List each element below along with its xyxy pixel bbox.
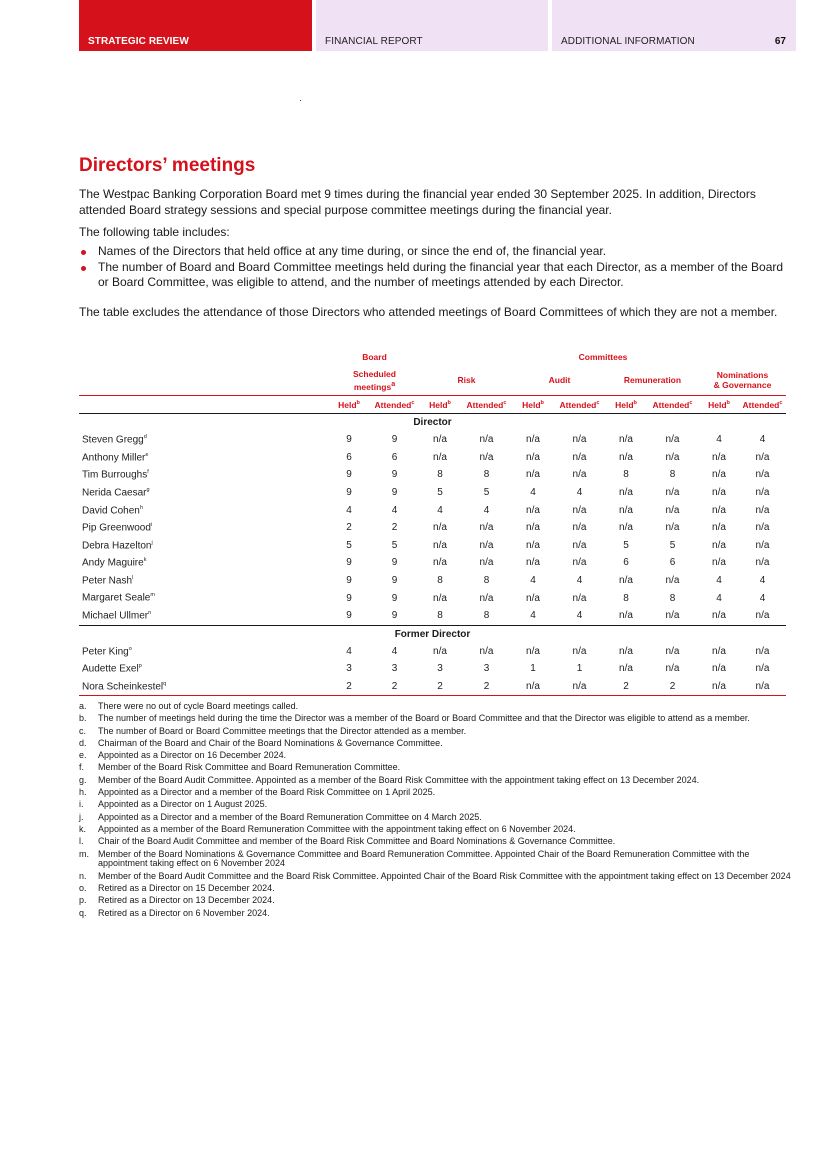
table-cell: 2 bbox=[606, 678, 646, 696]
footnote-ref: k bbox=[143, 557, 147, 564]
col-attended: Attended$^c$ bbox=[460, 396, 513, 414]
director-name: Anthony Miller$^e$ bbox=[82, 451, 149, 464]
table-cell: n/a bbox=[479, 451, 494, 463]
table-cell: n/a bbox=[526, 434, 540, 446]
footnote-text: Chair of the Board Audit Committee and member of the Board Risk Committee and Board Nominations & Governance Committee. bbox=[98, 836, 616, 847]
table-cell: 9 bbox=[346, 592, 352, 604]
table-cell: n/a bbox=[433, 592, 447, 604]
table-cell: 8 bbox=[623, 592, 629, 604]
table-cell: n/a bbox=[755, 522, 770, 534]
table-row bbox=[79, 431, 786, 449]
table-cell: n/a bbox=[433, 434, 447, 446]
table-cell: n/a bbox=[526, 451, 540, 463]
footnote-letter: q. bbox=[79, 907, 87, 918]
stray-dot bbox=[300, 100, 301, 101]
footnote-ref: f bbox=[147, 469, 149, 476]
table-cell: 4 bbox=[437, 504, 443, 516]
footnote-letter: i. bbox=[79, 799, 84, 810]
table-cell: 4 bbox=[759, 434, 766, 446]
table-cell: n/a bbox=[755, 469, 770, 481]
footnote-text: There were no out of cycle Board meetings called. bbox=[98, 701, 299, 711]
footnote-item bbox=[79, 788, 791, 798]
footnote-ref: p bbox=[138, 663, 142, 670]
footnote-letter: p. bbox=[79, 895, 87, 906]
table-cell: n/a bbox=[665, 434, 680, 446]
footnote-text: Chairman of the Board and Chair of the Board Nominations & Governance Committee. bbox=[98, 737, 443, 748]
table-cell: 9 bbox=[391, 469, 398, 481]
table-cell: n/a bbox=[619, 663, 633, 675]
section-label: Former Director bbox=[79, 625, 786, 643]
table-cell: 1 bbox=[576, 663, 583, 675]
table-cell: 9 bbox=[346, 610, 352, 622]
director-name: Michael Ullmer$^n$ bbox=[82, 610, 152, 622]
table-cell: n/a bbox=[513, 678, 553, 696]
table-cell: n/a bbox=[665, 504, 680, 516]
table-cell: 3 bbox=[437, 663, 443, 675]
director-name: Margaret Seale$^m$ bbox=[82, 592, 155, 604]
footnote-item bbox=[79, 896, 791, 906]
footnote-item bbox=[79, 813, 791, 823]
table-cell: 8 bbox=[669, 592, 676, 604]
table-cell: n/a bbox=[619, 522, 633, 534]
table-cell: 5 bbox=[483, 487, 490, 499]
footnote-letter: h. bbox=[79, 787, 87, 798]
table-cell: 4 bbox=[391, 504, 398, 516]
director-name: Pip Greenwood$^i$ bbox=[82, 522, 153, 534]
table-cell: n/a bbox=[572, 557, 587, 569]
col-attended: Attended$^c$ bbox=[369, 396, 420, 414]
page-number: 67 bbox=[774, 36, 786, 47]
tab-strategic-review-label: STRATEGIC REVIEW bbox=[88, 36, 189, 47]
top-navigation bbox=[0, 0, 825, 51]
list-item: Names of the Directors that held office at any time during, or since the end of, the financial year. bbox=[79, 244, 789, 260]
tab-strategic-review[interactable] bbox=[79, 0, 312, 51]
table-cell: n/a bbox=[572, 434, 587, 446]
table-cell: 8 bbox=[437, 575, 443, 587]
table-cell: 2 bbox=[460, 678, 513, 696]
table-cell: n/a bbox=[526, 522, 540, 534]
table-cell: n/a bbox=[712, 663, 726, 675]
table-cell: n/a bbox=[665, 663, 680, 675]
table-cell: 6 bbox=[391, 451, 398, 463]
table-cell: n/a bbox=[526, 504, 540, 516]
table-cell: n/a bbox=[665, 487, 680, 499]
table-cell: 4 bbox=[716, 575, 722, 587]
table-cell: n/a bbox=[712, 557, 726, 569]
footnote-item bbox=[79, 776, 791, 786]
table-cell: n/a bbox=[479, 557, 494, 569]
footnote-letter: c. bbox=[79, 725, 87, 736]
footnote-item bbox=[79, 739, 791, 749]
table-cell: n/a bbox=[619, 487, 633, 499]
table-cell: n/a bbox=[433, 451, 447, 463]
table-cell: 4 bbox=[759, 575, 766, 587]
table-cell: n/a bbox=[433, 645, 447, 657]
footnote-text: Appointed as a Director and a member of the Board Risk Committee on 1 April 2025. bbox=[98, 787, 436, 798]
footnote-item bbox=[79, 850, 791, 870]
footnote-letter: k. bbox=[79, 823, 87, 834]
table-row bbox=[79, 519, 786, 537]
table-cell: n/a bbox=[526, 557, 540, 569]
footnote-letter: b. bbox=[79, 713, 87, 724]
table-cell: n/a bbox=[619, 504, 633, 516]
table-cell: 8 bbox=[483, 610, 490, 622]
table-cell: 9 bbox=[346, 557, 352, 569]
table-cell: 4 bbox=[576, 487, 583, 499]
table-cell: n/a bbox=[479, 592, 494, 604]
table-cell: 9 bbox=[391, 610, 398, 622]
table-cell: 4 bbox=[391, 645, 398, 657]
table-row bbox=[79, 484, 786, 502]
table-row bbox=[79, 678, 786, 696]
page-title: Directors’ meetings bbox=[79, 155, 256, 176]
table-cell: n/a bbox=[712, 539, 726, 551]
table-cell: 2 bbox=[369, 678, 420, 696]
col-held: Held$^b$ bbox=[606, 396, 646, 414]
table-cell: 9 bbox=[391, 592, 398, 604]
group-board: Board bbox=[362, 351, 387, 362]
table-cell: 2 bbox=[420, 678, 460, 696]
table-cell: n/a bbox=[755, 539, 770, 551]
group-committees: Committees bbox=[578, 351, 628, 362]
table-cell: 6 bbox=[623, 557, 629, 569]
table-row bbox=[79, 607, 786, 625]
header-columns bbox=[79, 396, 786, 414]
table-cell: 8 bbox=[669, 469, 676, 481]
footnote-item bbox=[79, 751, 791, 761]
director-name: Nerida Caesar$^g$ bbox=[82, 486, 150, 499]
table-cell: n/a bbox=[712, 610, 726, 622]
subgroup-nominations bbox=[699, 365, 786, 396]
table-cell: n/a bbox=[712, 522, 726, 534]
table-cell: 6 bbox=[669, 557, 676, 569]
table-cell: n/a bbox=[665, 575, 680, 587]
col-held: Held$^b$ bbox=[513, 396, 553, 414]
footnote-item bbox=[79, 763, 791, 773]
subgroup-nominations-line2: & Governance bbox=[713, 380, 772, 390]
director-name: Nora Scheinkestel$^q$ bbox=[79, 678, 329, 696]
footnote-ref: j bbox=[151, 539, 153, 546]
table-cell: n/a bbox=[665, 522, 680, 534]
table-cell: n/a bbox=[755, 663, 770, 675]
table-cell: 8 bbox=[483, 469, 490, 481]
footnote-text: Member of the Board Nominations & Governance Committee and Board Remuneration Committee. Appointed Chair of the Board Remuneration Committee with the appointment taking effect on 6 November 2024 bbox=[98, 848, 750, 869]
footnote-ref: h bbox=[139, 504, 143, 511]
table-cell: 4 bbox=[716, 592, 722, 604]
col-held: Held$^b$ bbox=[329, 396, 369, 414]
tab-financial-report-label: FINANCIAL REPORT bbox=[325, 36, 423, 47]
table-cell: 1 bbox=[530, 663, 536, 675]
footnote-letter: m. bbox=[79, 848, 89, 859]
table-cell: 4 bbox=[759, 592, 766, 604]
table-cell: 5 bbox=[391, 539, 398, 551]
table-cell: 4 bbox=[576, 610, 583, 622]
footnote-item bbox=[79, 714, 791, 724]
footnotes bbox=[79, 702, 791, 921]
table-cell: 2 bbox=[391, 522, 398, 534]
table-row bbox=[79, 449, 786, 467]
table-cell: n/a bbox=[665, 645, 680, 657]
table-cell: 9 bbox=[346, 575, 352, 587]
table-cell: n/a bbox=[479, 539, 494, 551]
footnote-ref: g bbox=[146, 486, 150, 493]
table-cell: 2 bbox=[646, 678, 699, 696]
table-row bbox=[79, 466, 786, 484]
table-cell: n/a bbox=[479, 522, 494, 534]
footnote-text: Appointed as a Director on 1 August 2025. bbox=[98, 799, 268, 810]
table-cell: n/a bbox=[433, 557, 447, 569]
footnote-text: Retired as a Director on 6 November 2024. bbox=[98, 907, 270, 918]
table-cell: n/a bbox=[665, 451, 680, 463]
footnote-text: Member of the Board Risk Committee and Board Remuneration Committee. bbox=[98, 762, 401, 773]
table-cell: n/a bbox=[755, 557, 770, 569]
section-label: Director bbox=[413, 417, 452, 428]
table-cell: 4 bbox=[346, 645, 352, 657]
table-cell: n/a bbox=[433, 522, 447, 534]
footnote-text: Member of the Board Audit Committee. Appointed as a member of the Board Risk Committee with the appointment taking effect on 13 December 2024. bbox=[98, 774, 700, 785]
footnote-item bbox=[79, 909, 791, 919]
table-cell: 4 bbox=[483, 504, 490, 516]
table-cell: n/a bbox=[572, 522, 587, 534]
table-row bbox=[79, 572, 786, 590]
table-cell: 4 bbox=[576, 575, 583, 587]
table-cell: n/a bbox=[712, 487, 726, 499]
table-cell: n/a bbox=[665, 610, 680, 622]
table-cell: n/a bbox=[572, 469, 587, 481]
table-cell: 8 bbox=[437, 610, 443, 622]
footnote-text: Appointed as a member of the Board Remuneration Committee with the appointment taking effect on 6 November 2024. bbox=[98, 823, 576, 834]
footnote-ref: o bbox=[128, 645, 132, 652]
director-name: Steven Gregg$^d$ bbox=[82, 434, 147, 446]
table-cell: n/a bbox=[619, 434, 633, 446]
tab-financial-report[interactable] bbox=[316, 0, 548, 51]
table-cell: 5 bbox=[623, 539, 629, 551]
footnote-item bbox=[79, 727, 791, 737]
footnote-item bbox=[79, 837, 791, 847]
director-name: Andy Maguire$^k$ bbox=[82, 557, 147, 569]
table-cell: 9 bbox=[391, 434, 398, 446]
table-cell: n/a bbox=[553, 678, 606, 696]
footnote-letter: n. bbox=[79, 870, 87, 881]
table-cell: n/a bbox=[479, 645, 494, 657]
subgroup-remuneration: Remuneration bbox=[623, 375, 682, 385]
table-cell: n/a bbox=[712, 469, 726, 481]
table-row bbox=[79, 501, 786, 519]
table-cell: n/a bbox=[572, 645, 587, 657]
footnote-letter: e. bbox=[79, 750, 87, 761]
table-cell: 4 bbox=[530, 487, 536, 499]
footnote-letter: f. bbox=[79, 762, 85, 773]
subgroup-scheduled-line2: meetings bbox=[353, 381, 392, 392]
table-cell: n/a bbox=[712, 504, 726, 516]
director-name: Audette Exel$^p$ bbox=[82, 663, 142, 675]
subgroup-scheduled-line1: Scheduled bbox=[353, 368, 396, 379]
footnote-letter: a. bbox=[79, 701, 87, 711]
table-cell: n/a bbox=[479, 434, 494, 446]
table-row bbox=[79, 660, 786, 678]
table-cell: n/a bbox=[526, 539, 540, 551]
table-cell: n/a bbox=[755, 645, 770, 657]
table-cell: n/a bbox=[526, 645, 540, 657]
table-cell: n/a bbox=[619, 610, 633, 622]
table-row bbox=[79, 589, 786, 607]
table-cell: 8 bbox=[483, 575, 490, 587]
table-cell: n/a bbox=[755, 487, 770, 499]
footnote-text: Retired as a Director on 15 December 2024. bbox=[98, 882, 275, 893]
tab-additional-information[interactable] bbox=[552, 0, 796, 51]
table-row bbox=[79, 537, 786, 555]
header-subgroups bbox=[79, 365, 786, 396]
subgroup-scheduled-meetings bbox=[329, 365, 420, 396]
col-attended: Attended$^c$ bbox=[646, 396, 699, 414]
attendance-table-body bbox=[79, 414, 786, 696]
table-cell: n/a bbox=[433, 539, 447, 551]
footnote-letter: d. bbox=[79, 737, 87, 748]
table-cell: 2 bbox=[346, 522, 352, 534]
table-cell: n/a bbox=[572, 539, 587, 551]
table-cell: n/a bbox=[755, 451, 770, 463]
col-attended: Attended$^c$ bbox=[553, 396, 606, 414]
table-cell: 4 bbox=[716, 434, 722, 446]
intro-paragraph: The Westpac Banking Corporation Board met 9 times during the financial year ended 30 September 2025. In addition, Directors attended Board strategy sessions and special purpose committee meetings during the financial year. bbox=[79, 187, 756, 217]
table-cell: n/a bbox=[572, 592, 587, 604]
table-cell: n/a bbox=[755, 610, 770, 622]
section-former-director bbox=[79, 625, 786, 643]
footnote-item bbox=[79, 884, 791, 894]
table-cell: n/a bbox=[572, 451, 587, 463]
footnote-text: Retired as a Director on 13 December 2024. bbox=[98, 895, 275, 906]
table-cell: n/a bbox=[699, 678, 739, 696]
footnote-item bbox=[79, 800, 791, 810]
footnote-ref: i bbox=[150, 522, 153, 529]
footnote-letter: l. bbox=[79, 836, 84, 847]
footnote-letter: g. bbox=[79, 774, 87, 785]
table-row bbox=[79, 554, 786, 572]
subgroup-nominations-line1: Nominations bbox=[716, 370, 769, 380]
table-cell: n/a bbox=[755, 504, 770, 516]
table-cell: n/a bbox=[619, 451, 633, 463]
footnote-ref: m bbox=[150, 592, 155, 599]
footnote-letter: o. bbox=[79, 882, 87, 893]
includes-label: The following table includes: bbox=[79, 225, 230, 239]
table-cell: 6 bbox=[346, 451, 352, 463]
footnote-ref: e bbox=[145, 451, 149, 458]
footnote-text: Appointed as a Director and a member of the Board Remuneration Committee on 4 March 2025. bbox=[98, 811, 482, 822]
subgroup-risk: Risk bbox=[457, 375, 476, 385]
footnote-ref: n bbox=[148, 610, 152, 617]
table-cell: 9 bbox=[346, 487, 352, 499]
table-cell: 3 bbox=[483, 663, 490, 675]
footnote-ref: q bbox=[163, 680, 167, 687]
footnote-text: The number of meetings held during the time the Director was a member of the Board or Board Committee and that the Director was eligible to attend as a member. bbox=[98, 713, 750, 724]
table-cell: 3 bbox=[346, 663, 352, 675]
tab-additional-information-label: ADDITIONAL INFORMATION bbox=[561, 36, 695, 47]
director-name: Tim Burroughs$^f$ bbox=[82, 469, 149, 481]
table-cell: n/a bbox=[712, 451, 726, 463]
director-name: Debra Hazelton$^j$ bbox=[82, 539, 153, 552]
table-row bbox=[79, 643, 786, 661]
table-cell: 9 bbox=[346, 469, 352, 481]
table-cell: n/a bbox=[739, 678, 786, 696]
footnote-item bbox=[79, 825, 791, 835]
col-attended: Attended$^c$ bbox=[739, 396, 786, 414]
director-name: Peter King$^o$ bbox=[82, 645, 132, 657]
director-name: Peter Nash$^l$ bbox=[82, 574, 134, 587]
table-cell: n/a bbox=[526, 469, 540, 481]
attendance-table bbox=[79, 348, 786, 696]
table-cell: n/a bbox=[712, 645, 726, 657]
table-cell: 5 bbox=[346, 539, 352, 551]
table-cell: 4 bbox=[530, 575, 536, 587]
table-cell: 8 bbox=[623, 469, 629, 481]
table-cell: 9 bbox=[391, 575, 398, 587]
footnote-ref: l bbox=[132, 574, 134, 581]
table-cell: n/a bbox=[619, 575, 633, 587]
header-groups bbox=[79, 348, 786, 365]
footnote-text: Appointed as a Director on 16 December 2024. bbox=[98, 750, 287, 761]
footnote-text: Member of the Board Audit Committee and the Board Risk Committee. Appointed Chair of the Board Risk Committee with the appointment taking effect on 13 December 2024 bbox=[98, 870, 791, 881]
table-cell: 9 bbox=[346, 434, 352, 446]
table-cell: 9 bbox=[391, 487, 398, 499]
table-cell: 4 bbox=[530, 610, 536, 622]
table-cell: 2 bbox=[329, 678, 369, 696]
footnote-ref: a bbox=[391, 379, 396, 388]
table-cell: 9 bbox=[391, 557, 398, 569]
section-director bbox=[79, 414, 786, 432]
includes-list bbox=[79, 244, 789, 291]
subgroup-audit: Audit bbox=[548, 375, 571, 385]
footnote-letter: j. bbox=[79, 811, 84, 822]
table-cell: 3 bbox=[391, 663, 398, 675]
table-cell: 8 bbox=[437, 469, 443, 481]
excludes-paragraph: The table excludes the attendance of those Directors who attended meetings of Board Committees of which they are not a member. bbox=[79, 305, 778, 319]
col-held: Held$^b$ bbox=[420, 396, 460, 414]
footnote-item bbox=[79, 872, 791, 882]
footnote-item bbox=[79, 702, 791, 712]
footnote-ref: d bbox=[143, 434, 147, 441]
table-cell: 5 bbox=[669, 539, 676, 551]
table-cell: 5 bbox=[437, 487, 443, 499]
list-item: The number of Board and Board Committee meetings held during the financial year that each Director, as a member of the Board or Board Committee, was eligible to attend, and the number of meetings attended by each Director. bbox=[79, 260, 789, 291]
col-held: Held$^b$ bbox=[699, 396, 739, 414]
table-cell: n/a bbox=[619, 645, 633, 657]
table-cell: 4 bbox=[346, 504, 352, 516]
table-cell: n/a bbox=[572, 504, 587, 516]
table-cell: n/a bbox=[526, 592, 540, 604]
director-name: David Cohen$^h$ bbox=[82, 504, 143, 516]
footnote-text: The number of Board or Board Committee meetings that the Director attended as a member. bbox=[98, 725, 467, 736]
